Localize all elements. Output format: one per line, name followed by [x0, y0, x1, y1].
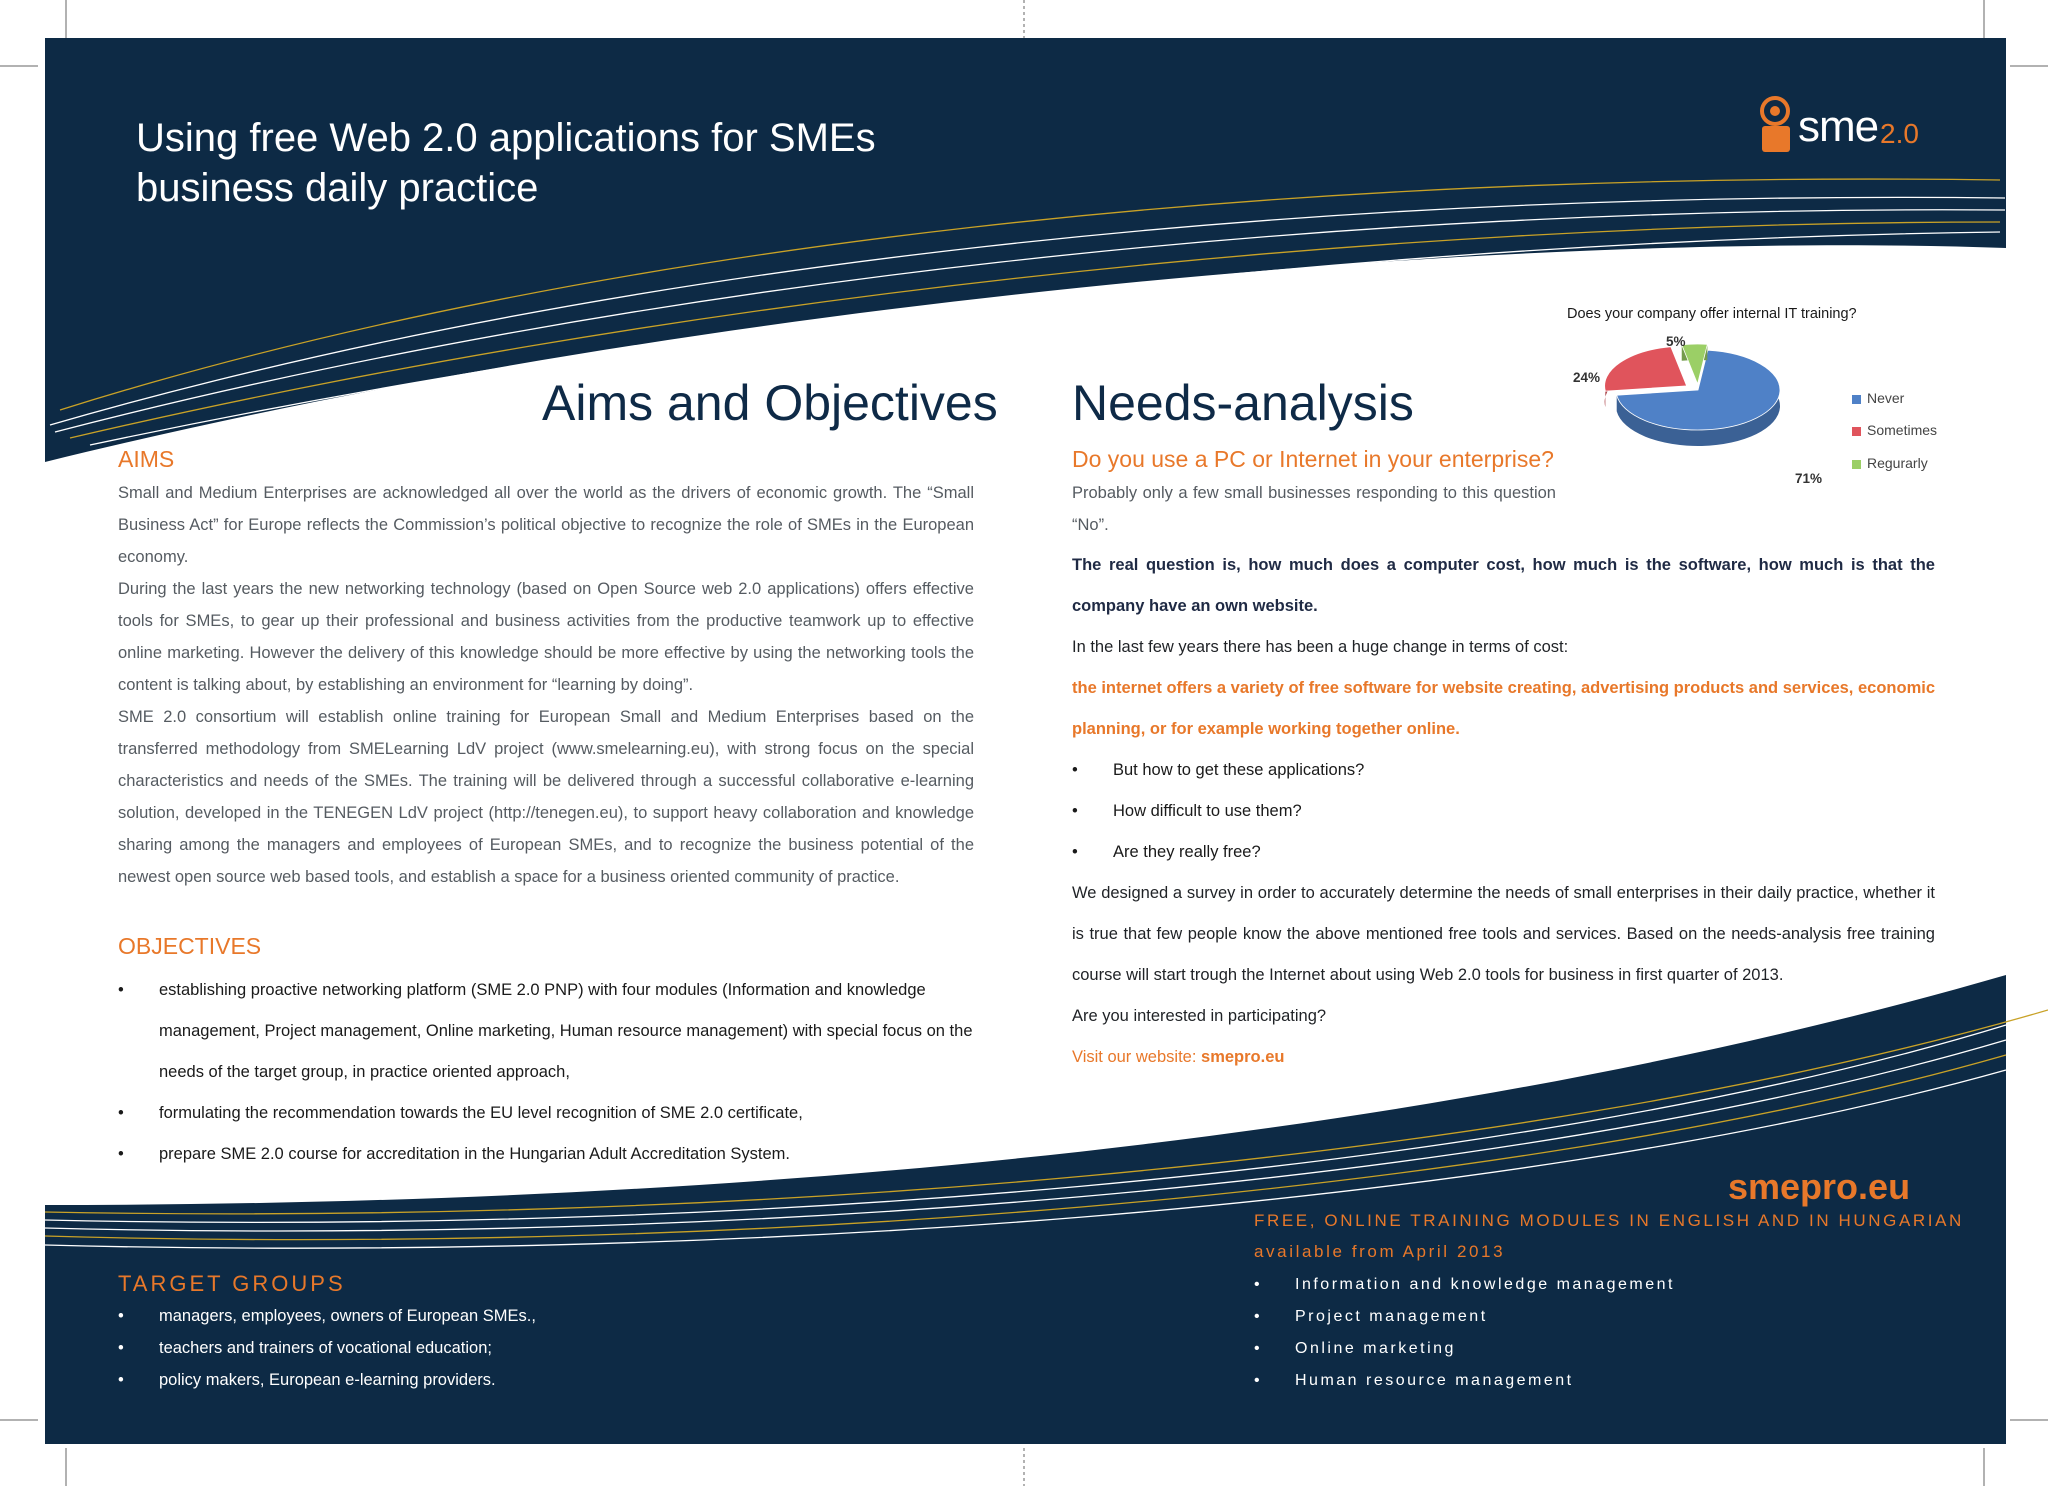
logo-text: sme	[1798, 102, 1879, 151]
footer-site[interactable]: smepro.eu	[1728, 1166, 1911, 1207]
needs-bold-question: The real question is, how much does a computer cost, how much is the software, how much is that the company have an own website.	[1072, 556, 1935, 615]
target-group-item: • managers, employees, owners of European SMEs.,	[118, 1300, 536, 1332]
legend-swatch	[1852, 427, 1861, 436]
footer-free-line: FREE, ONLINE TRAINING MODULES IN ENGLISH AND IN HUNGARIAN	[1254, 1211, 1964, 1230]
objective-item: • formulating the recommendation towards the EU level recognition of SME 2.0 certificate,	[118, 1093, 974, 1134]
chart-title: Does your company offer internal IT training?	[1567, 306, 1857, 322]
objectives-label: OBJECTIVES	[118, 933, 262, 959]
legend-label: Regurarly	[1867, 455, 1928, 471]
target-groups-list	[118, 1300, 536, 1396]
header-title-line2: business daily practice	[136, 166, 539, 210]
pie-label-regurarly: 5%	[1666, 334, 1686, 349]
needs-bullet-item: • Are they really free?	[1072, 832, 1935, 873]
module-item: • Project management	[1254, 1301, 1675, 1333]
objective-item: • establishing proactive networking platform (SME 2.0 PNP) with four modules (Information and knowledge management, Project management, Online marketing, Human resource management) with special focus on the needs of the target group, in practice oriented approach,	[118, 970, 974, 1093]
aims-paragraph-1: Small and Medium Enterprises are acknowledged all over the world as the drivers of economic growth. The “Small Business Act” for Europe reflects the Commission’s political objective to recognize the role of SMEs in the European economy.	[118, 484, 974, 566]
pie-slice-sometimes	[1605, 347, 1687, 391]
legend-label: Sometimes	[1867, 422, 1938, 438]
visit-link[interactable]: smepro.eu	[1201, 1048, 1285, 1066]
needs-heading: Needs-analysis	[1072, 375, 1414, 431]
module-item: • Online marketing	[1254, 1333, 1675, 1365]
needs-intro: Probably only a few small businesses responding to this question “No”.	[1072, 484, 1556, 534]
aims-label: AIMS	[118, 446, 175, 472]
needs-orange-text: the internet offers a variety of free software for website creating, advertising products and services, economic planning, or for example working together online.	[1072, 679, 1935, 738]
logo-version: 2.0	[1880, 118, 1919, 149]
legend-never	[1852, 390, 1904, 406]
target-group-item: • teachers and trainers of vocational education;	[118, 1332, 536, 1364]
aims-paragraphs	[118, 477, 974, 893]
objectives-list	[118, 970, 974, 1175]
module-item: • Human resource management	[1254, 1365, 1675, 1397]
aims-heading: Aims and Objectives	[542, 375, 998, 431]
pie-chart	[1590, 335, 1823, 495]
needs-change-text: In the last few years there has been a huge change in terms of cost:	[1072, 638, 1569, 656]
footer-available: available from April 2013	[1254, 1242, 1506, 1261]
visit-label: Visit our website:	[1072, 1048, 1202, 1066]
header-title-line1: Using free Web 2.0 applications for SMEs	[136, 116, 876, 160]
legend-sometimes	[1852, 422, 1937, 438]
pie-label-never: 71%	[1795, 471, 1823, 486]
legend-swatch	[1852, 395, 1861, 404]
aims-paragraph-3: SME 2.0 consortium will establish online training for European Small and Medium Enterprises based on the transferred methodology from SMELearning LdV project (www.smelearning.eu), with strong focus on the special characteristics and needs of the SMEs. The training will be delivered through a successful collaborative e-learning solution, developed in the TENEGEN LdV project (http://tenegen.eu), to support heavy collaboration and knowledge sharing among the managers and employees of European SMEs, and to recognize the business potential of the newest open source web based tools, and establish a space for a business oriented community of practice.	[118, 708, 974, 886]
module-item: • Information and knowledge management	[1254, 1269, 1675, 1301]
modules-list	[1254, 1269, 1675, 1397]
needs-interest-question: Are you interested in participating?	[1072, 1007, 1327, 1025]
needs-bullets	[1072, 750, 1935, 873]
aims-paragraph-2: During the last years the new networking technology (based on Open Source web 2.0 applications) offers effective tools for SMEs, to gear up their professional and business activities from the productive teamwork up to effective online marketing. However the delivery of this knowledge should be more effective by using the networking tools the content is talking about, by establishing an environment for “learning by doing”.	[118, 580, 974, 694]
pie-label-sometimes: 24%	[1573, 370, 1601, 385]
target-group-item: • policy makers, European e-learning providers.	[118, 1364, 536, 1396]
legend-swatch	[1852, 460, 1861, 469]
visit-line	[1072, 1037, 1935, 1078]
needs-survey-text: We designed a survey in order to accurately determine the needs of small enterprises in their daily practice, whether it is true that few people know the above mentioned free tools and services. Based on the needs-analysis free training course will start trough the Internet about using Web 2.0 tools for business in first quarter of 2013.	[1072, 884, 1935, 984]
needs-question: Do you use a PC or Internet in your enterprise?	[1072, 446, 1554, 472]
needs-body	[1072, 545, 1935, 1078]
legend-regurarly	[1852, 455, 1928, 471]
needs-bullet-item: • How difficult to use them?	[1072, 791, 1935, 832]
logo-figure-icon	[1758, 96, 1794, 156]
legend-label: Never	[1867, 390, 1905, 406]
target-groups-label: TARGET GROUPS	[118, 1271, 346, 1296]
objective-item: • prepare SME 2.0 course for accreditation in the Hungarian Adult Accreditation System.	[118, 1134, 974, 1175]
sme-logo	[1758, 96, 1928, 156]
needs-bullet-item: • But how to get these applications?	[1072, 750, 1935, 791]
